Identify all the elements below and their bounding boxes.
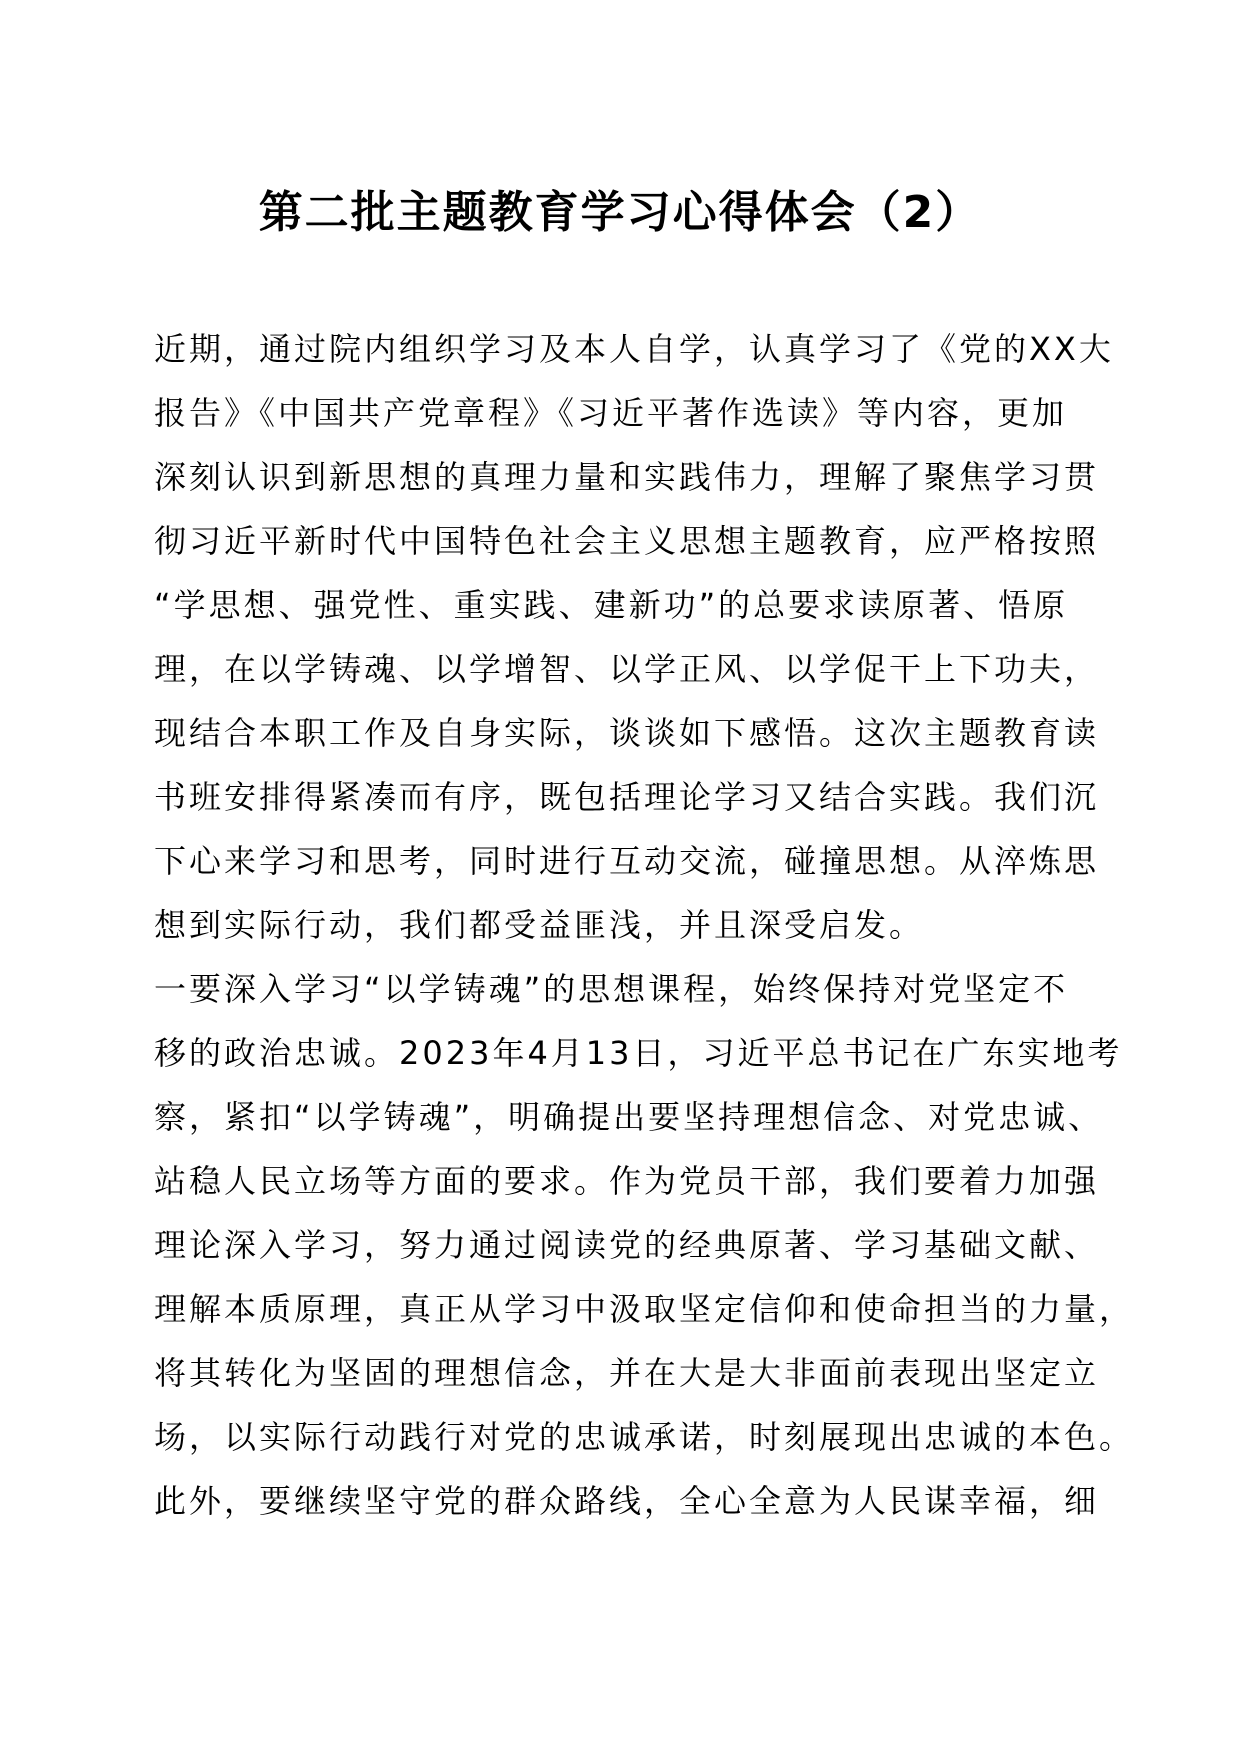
body-text-line: 移的政治忠诚。2023年4月13日，习近平总书记在广东实地考 (154, 1034, 1123, 1072)
body-text-line: 将其转化为坚固的理想信念，并在大是大非面前表现出坚定立 (154, 1354, 1100, 1392)
body-text-line: 此外，要继续坚守党的群众路线，全心全意为人民谋幸福，细 (154, 1482, 1100, 1520)
body-text-line: 理论深入学习，努力通过阅读党的经典原著、学习基础文献、 (154, 1226, 1100, 1264)
body-text-line: 书班安排得紧凑而有序，既包括理论学习又结合实践。我们沉 (154, 778, 1100, 816)
body-text-line: 场，以实际行动践行对党的忠诚承诺，时刻展现出忠诚的本色。 (154, 1418, 1135, 1456)
body-text-line: 报告》《中国共产党章程》《习近平著作选读》等内容，更加 (154, 394, 1068, 432)
body-text-line: 现结合本职工作及自身实际，谈谈如下感悟。这次主题教育读 (154, 714, 1100, 752)
document-title: 第二批主题教育学习心得体会（2） (258, 187, 982, 238)
body-text-line: 想到实际行动，我们都受益匪浅，并且深受启发。 (154, 906, 925, 944)
body-text-line: 下心来学习和思考，同时进行互动交流，碰撞思想。从淬炼思 (154, 842, 1100, 880)
body-text-line: 彻习近平新时代中国特色社会主义思想主题教育，应严格按照 (154, 522, 1100, 560)
body-text-line: 理，在以学铸魂、以学增智、以学正风、以学促干上下功夫， (154, 650, 1100, 688)
body-text-line: 近期，通过院内组织学习及本人自学，认真学习了《党的XX大 (154, 330, 1114, 368)
body-text-line: 理解本质原理，真正从学习中汲取坚定信仰和使命担当的力量， (154, 1290, 1135, 1328)
body-text-line: 深刻认识到新思想的真理力量和实践伟力，理解了聚焦学习贯 (154, 458, 1100, 496)
body-text-line: 站稳人民立场等方面的要求。作为党员干部，我们要着力加强 (154, 1162, 1100, 1200)
body-text-line: “学思想、强党性、重实践、建新功”的总要求读原著、悟原 (154, 586, 1069, 624)
body-text-line: 察，紧扣“以学铸魂”，明确提出要坚持理想信念、对党忠诚、 (154, 1098, 1104, 1136)
body-text-line: 一要深入学习“以学铸魂”的思想课程，始终保持对党坚定不 (154, 970, 1069, 1008)
